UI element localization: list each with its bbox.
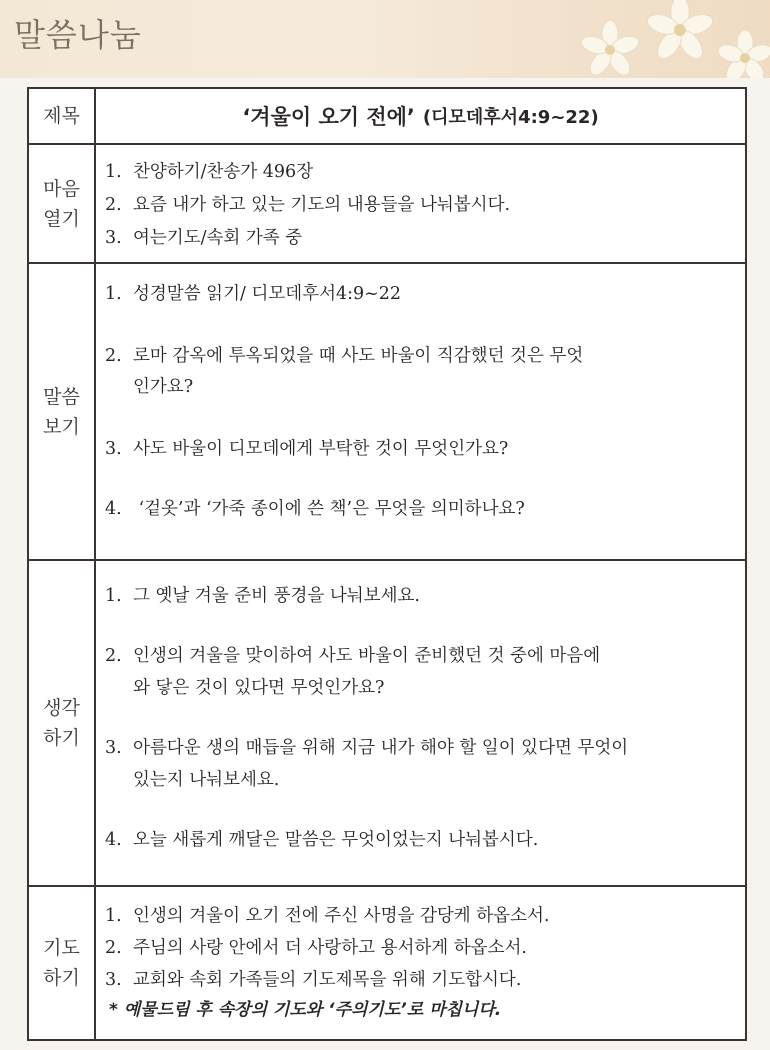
list-item: [105, 733, 737, 763]
list-item: [105, 279, 737, 309]
item-text: 인생의 겨울이 오기 전에 주신 사명을 감당케 하옵소서.: [133, 906, 550, 926]
title-row-label: [29, 89, 96, 143]
section-think: [29, 561, 745, 887]
section-label-line: 말씀: [43, 385, 80, 408]
page-title: 말씀나눔: [14, 16, 142, 54]
list-item: [105, 223, 737, 253]
item-number: 2.: [105, 346, 122, 366]
section-open-heart: [29, 145, 745, 264]
item-number: 4.: [105, 499, 122, 519]
item-number: 2.: [105, 646, 122, 666]
section-label-line: 마음: [43, 177, 80, 200]
section-label: [29, 887, 96, 1039]
section-label: [29, 264, 96, 559]
flower-decoration-icon: [540, 0, 770, 78]
list-item: [105, 825, 737, 855]
item-text: 성경말씀 읽기/ 디모데후서4:9~22: [133, 284, 402, 304]
section-content: [96, 887, 745, 1039]
item-continuation: 인가요?: [133, 377, 194, 397]
item-number: 3.: [105, 439, 122, 459]
list-item: [105, 641, 737, 671]
list-item: [105, 965, 737, 995]
header-banner: [0, 0, 770, 78]
title-row: [29, 89, 745, 145]
item-number: 3.: [105, 228, 122, 248]
list-item: [105, 157, 737, 187]
lesson-title: ‘겨울이 오기 전에’: [242, 105, 415, 129]
title-label-text: 제목: [43, 105, 80, 127]
list-item: [105, 901, 737, 931]
closing-note: * 예물드림 후 속장의 기도와 ‘주의기도’로 마칩니다.: [109, 1000, 502, 1020]
section-label-line: 하기: [43, 727, 80, 749]
section-content: [96, 145, 745, 262]
list-item: [105, 341, 737, 371]
section-label-line: 보기: [43, 415, 80, 438]
item-text: 요즘 내가 하고 있는 기도의 내용들을 나눠봅시다.: [133, 195, 511, 215]
section-label: [29, 145, 96, 262]
section-content: [96, 264, 745, 559]
section-label-line: 하기: [43, 967, 80, 989]
item-text: 인생의 겨울을 맞이하여 사도 바울이 준비했던 것 중에 마음에: [133, 646, 601, 666]
section-label-line: 생각: [43, 697, 80, 719]
item-continuation: 와 닿은 것이 있다면 무엇인가요?: [133, 678, 385, 698]
item-text: 여는기도/속회 가족 중: [133, 228, 303, 248]
list-item: [105, 494, 737, 524]
item-number: 1.: [105, 162, 122, 182]
item-number: 1.: [105, 586, 122, 606]
item-text: 아름다운 생의 매듭을 위해 지금 내가 해야 할 일이 있다면 무엇이: [133, 738, 629, 758]
section-pray: [29, 887, 745, 1039]
item-continuation: 있는지 나눠보세요.: [133, 770, 280, 790]
list-item: [105, 933, 737, 963]
item-text: 찬양하기/찬송가 496장: [133, 162, 314, 182]
lesson-reference: (디모데후서4:9~22): [422, 107, 599, 128]
item-text: 교회와 속회 가족들의 기도제목을 위해 기도합시다.: [133, 970, 522, 990]
section-content: [96, 561, 745, 885]
item-number: 1.: [105, 284, 122, 304]
item-number: 1.: [105, 906, 122, 926]
item-text: 로마 감옥에 투옥되었을 때 사도 바울이 직감했던 것은 무엇: [133, 346, 584, 366]
item-number: 2.: [105, 938, 122, 958]
section-label: [29, 561, 96, 885]
item-text: ‘겉옷’과 ‘가죽 종이에 쓴 책’은 무엇을 의미하나요?: [133, 499, 525, 519]
section-label-line: 기도: [43, 937, 80, 959]
item-text: 주님의 사랑 안에서 더 사랑하고 용서하게 하옵소서.: [133, 938, 527, 958]
list-item: [105, 190, 737, 220]
item-number: 3.: [105, 970, 122, 990]
title-row-content: [96, 89, 745, 143]
item-number: 2.: [105, 195, 122, 215]
item-text: 그 옛날 겨울 준비 풍경을 나눠보세요.: [133, 586, 420, 606]
study-sheet-table: [27, 87, 747, 1041]
item-number: 4.: [105, 830, 122, 850]
item-number: 3.: [105, 738, 122, 758]
list-item: [105, 434, 737, 464]
section-label-line: 열기: [43, 207, 80, 230]
item-text: 오늘 새롭게 깨달은 말씀은 무엇이었는지 나눠봅시다.: [133, 830, 539, 850]
list-item: [105, 581, 737, 611]
item-text: 사도 바울이 디모데에게 부탁한 것이 무엇인가요?: [133, 439, 509, 459]
section-read-word: [29, 264, 745, 561]
